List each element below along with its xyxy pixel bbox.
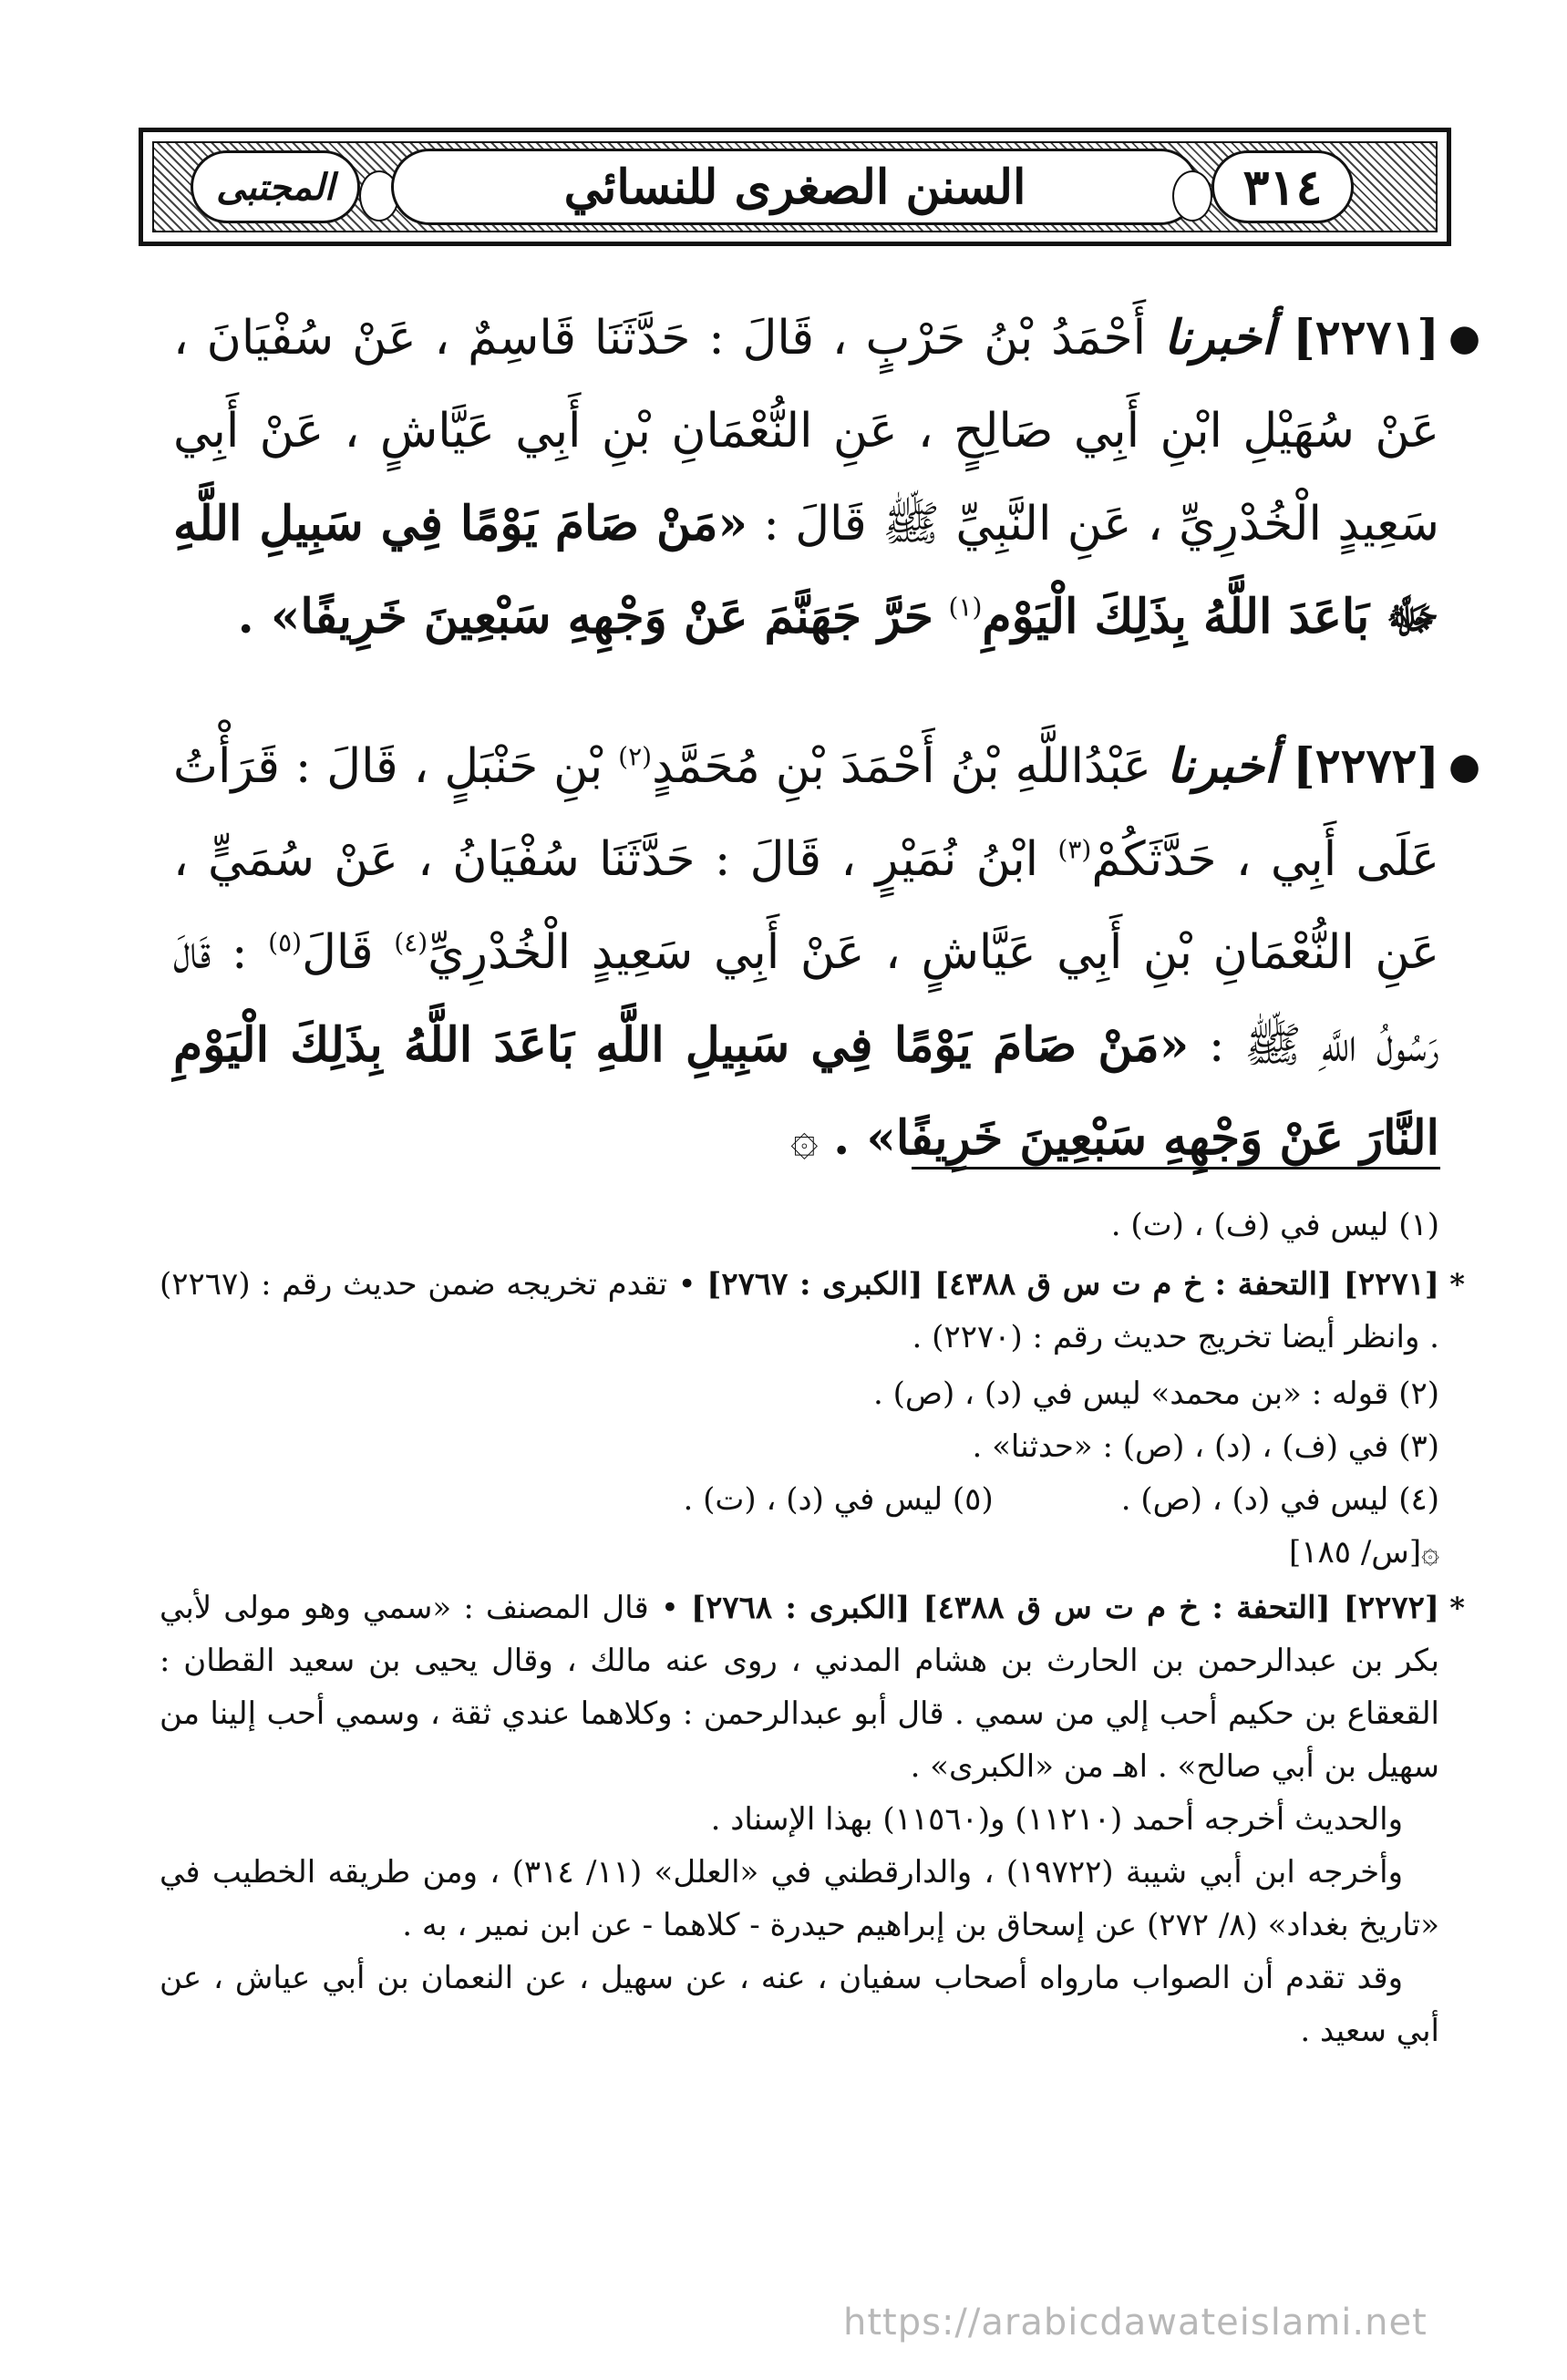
takhrij-paragraph: والحديث أخرجه أحمد (١١٢١٠) و(١١٥٦٠) بهذا الإسناد . bbox=[710, 1801, 1403, 1838]
hadith-matn: «مَنْ صَامَ يَوْمًا فِي سَبِيلِ اللَّهِ ﷻ بَاعَدَ اللَّهُ بِذَلِكَ الْيَوْمِ bbox=[173, 496, 1439, 644]
header-ornamental-frame bbox=[152, 141, 1438, 232]
takhrij-paragraph: وأخرجه ابن أبي شيبة (١٩٧٢٢) ، والدارقطني في «العلل» (١١/ ٣١٤) ، ومن طريقه الخطيب في «تاريخ بغداد» (٨/ ٢٧٢) عن إسحاق بن إبراهيم حيدرة - كلاهما - عن ابن نمير ، به . bbox=[160, 1854, 1439, 1943]
watermark-url: https://arabicdawateislami.net bbox=[843, 2302, 1428, 2344]
footnote-2: (٢) قوله : «بن محمد» ليس في (د) ، (ص) . bbox=[873, 1375, 1439, 1412]
hadith-number: [٢٢٧١] bbox=[1293, 310, 1440, 366]
ornament-icon bbox=[1172, 170, 1212, 222]
bullet-icon: ● bbox=[1448, 746, 1480, 788]
takhrij-2271 bbox=[160, 1258, 1465, 1364]
asterisk-icon: * bbox=[1449, 1267, 1465, 1302]
hadith-matn-end: حَرَّ جَهَنَّمَ عَنْ وَجْهِهِ سَبْعِينَ خَرِيفًا» . bbox=[237, 589, 933, 644]
footnote-ref: (٣) bbox=[1057, 834, 1092, 865]
akhbarana-word: أخبرنا bbox=[1163, 310, 1275, 366]
title-cartouche bbox=[391, 149, 1199, 225]
page-number: ٣١٤ bbox=[1242, 158, 1323, 216]
hadith-isnad: عَبْدُاللَّهِ بْنُ أَحْمَدَ بْنِ مُحَمَّدٍ bbox=[652, 739, 1151, 794]
book-title: السنن الصغرى للنسائي bbox=[563, 159, 1026, 215]
footnote-ref: (١) bbox=[948, 592, 983, 623]
hadith-matn: «مَنْ صَامَ يَوْمًا فِي سَبِيلِ اللَّهِ بَاعَدَ اللَّهُ بِذَلِكَ الْيَوْمِ النَّارَ عَنْ وَجْهِهِ سَبْعِينَ خَرِيفًا» . bbox=[173, 1017, 1439, 1166]
takhrij-paragraph: وقد تقدم أن الصواب مارواه أصحاب سفيان ، عنه ، عن سهيل ، عن النعمان بن أبي عياش ، عن أبي سعيد . bbox=[160, 1960, 1439, 2049]
page-number-box bbox=[1211, 150, 1354, 223]
footnote-3: (٣) في (ف) ، (د) ، (ص) : «حدثنا» . bbox=[972, 1428, 1439, 1465]
ms-page-ref: ۞[س/ ١٨٥] bbox=[1288, 1534, 1439, 1571]
takhrij-ref: [٢٢٧٢] [التحفة : خ م ت س ق ٤٣٨٨] [الكبرى : ٢٧٦٨] bbox=[691, 1590, 1440, 1626]
footnote-ref: (٢) bbox=[618, 741, 653, 772]
footnote-5: (٥) ليس في (د) ، (ت) . bbox=[683, 1481, 994, 1518]
footnote-4: (٤) ليس في (د) ، (ص) . bbox=[1120, 1481, 1439, 1518]
hadith-2271 bbox=[173, 292, 1480, 664]
hadith-isnad: : قَالَ رَسُولُ اللَّهِ ﷺ : bbox=[173, 925, 1440, 1073]
takhrij-ref: [٢٢٧١] [التحفة : خ م ت س ق ٤٣٨٨] [الكبرى : ٢٧٦٧] bbox=[706, 1266, 1440, 1303]
hadith-isnad: ابْنُ نُمَيْرٍ ، قَالَ : حَدَّثَنَا سُفْيَانُ ، عَنْ سُمَيٍّ ، عَنِ النُّعْمَانِ بْنِ أَبِي عَيَّاشٍ ، عَنْ أَبِي سَعِيدٍ الْخُدْرِيِّ bbox=[173, 832, 1440, 980]
takhrij-text: • قال المصنف : «سمي وهو مولى لأبي بكر بن عبدالرحمن بن الحارث بن هشام المدني ، روى عنه مالك ، وقال يحيى بن سعيد القطان : القعقاع بن حكيم أحب إلي من سمي . قال أبو عبدالرحمن : وكلاهما عندي ثقة ، وسمي أحب إلينا من سهيل بن أبي صالح» . اهـ من «الكبرى» . bbox=[160, 1590, 1440, 1785]
footnote-1: (١) ليس في (ف) ، (ت) . bbox=[1110, 1207, 1439, 1243]
hadith-isnad: قَالَ bbox=[302, 925, 374, 980]
page-header bbox=[139, 128, 1451, 246]
hadith-isnad: بْنِ حَنْبَلٍ ، قَالَ : قَرَأْتُ عَلَى أَبِي ، حَدَّثَكُمْ bbox=[173, 739, 1440, 887]
hadith-number: [٢٢٧٢] bbox=[1293, 738, 1440, 794]
footnote-ref: (٤) bbox=[394, 927, 428, 958]
bullet-icon: ● bbox=[1448, 317, 1480, 359]
series-logo-box bbox=[191, 150, 360, 223]
footnote-divider bbox=[912, 1167, 1440, 1169]
footnote-ref: (٥) bbox=[268, 927, 303, 958]
akhbarana-word: أخبرنا bbox=[1166, 738, 1278, 794]
takhrij-text: • تقدم تخريجه ضمن حديث رقم : (٢٢٦٧) . وانظر أيضا تخريج حديث رقم : (٢٢٧٠) . bbox=[160, 1266, 1439, 1355]
footnotes-block-1 bbox=[160, 1199, 1439, 1252]
hadith-2272 bbox=[173, 720, 1480, 1185]
footnote-4-5-row bbox=[160, 1473, 1439, 1526]
footnotes-block-2 bbox=[160, 1367, 1439, 1579]
ms-page-mark-icon: ۞ bbox=[790, 1111, 819, 1166]
takhrij-2272 bbox=[160, 1582, 1465, 2057]
asterisk-icon: * bbox=[1449, 1591, 1465, 1625]
series-logo: المجتبى bbox=[216, 165, 335, 209]
hadith-isnad: أَحْمَدُ بْنُ حَرْبٍ ، قَالَ : حَدَّثَنَا قَاسِمٌ ، عَنْ سُفْيَانَ ، عَنْ سُهَيْلِ ابْنِ أَبِي صَالِحٍ ، عَنِ النُّعْمَانِ بْنِ أَبِي عَيَّاشٍ ، عَنْ أَبِي سَعِيدٍ الْخُدْرِيِّ ، عَنِ النَّبِيِّ ﷺ قَالَ : bbox=[173, 311, 1439, 551]
